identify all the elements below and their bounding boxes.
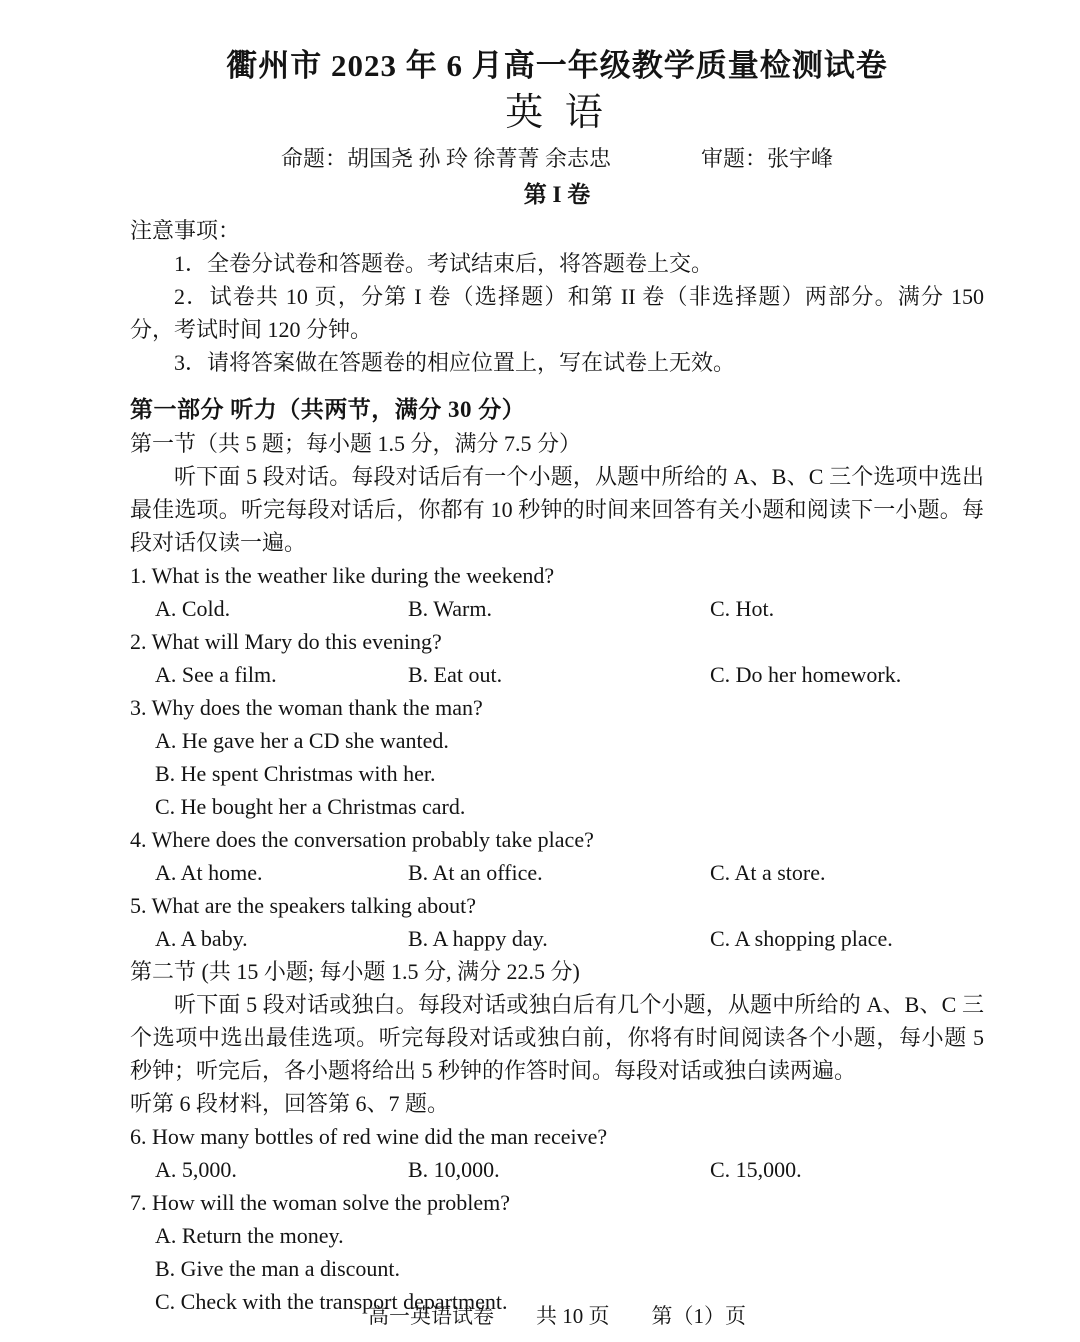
question-2-option-b: B. Eat out. (408, 662, 503, 687)
question-1-text: 1. What is the weather like during the weekend? (130, 563, 555, 588)
material-line: 听第 6 段材料，回答第 6、7 题。 (130, 1091, 450, 1116)
question-5-options (130, 922, 984, 955)
question-1-options (130, 592, 984, 625)
question-5-text: 5. What are the speakers talking about? (130, 893, 476, 918)
notice-title: 注意事项： (130, 218, 241, 243)
question-1-option-b: B. Warm. (408, 596, 492, 621)
question-2-text: 2. What will Mary do this evening? (130, 629, 442, 654)
question-4 (130, 823, 984, 889)
byline (130, 144, 984, 174)
notice-item-2: 2．试卷共 10 页，分第 I 卷（选择题）和第 II 卷（非选择题）两部分。满分 150 分，考试时间 120 分钟。 (130, 284, 984, 342)
question-6-option-a: A. 5,000. (155, 1157, 237, 1182)
question-7 (130, 1186, 984, 1318)
page-footer: 高一英语试卷 共 10 页 第（1）页 (368, 1304, 746, 1328)
question-3-option-b: B. He spent Christmas with her. (155, 761, 436, 786)
question-1-option-a: A. Cold. (155, 596, 231, 621)
section2-heading: 第二节 (共 15 小题; 每小题 1.5 分, 满分 22.5 分) (130, 959, 580, 984)
question-6-options (130, 1153, 984, 1186)
question-5-option-a: A. A baby. (155, 926, 248, 951)
question-7-option-b: B. Give the man a discount. (155, 1256, 401, 1281)
section2-instructions: 听下面 5 段对话或独白。每段对话或独白后有几个小题，从题中所给的 A、B、C 三个选项中选出最佳选项。听完每段对话或独白前，你将有时间阅读各个小题，每小题 5 秒钟；听完后，各小题将给出 5 秒钟的作答时间。每段对话或独白读两遍。 (130, 992, 984, 1083)
question-2-options (130, 658, 984, 691)
question-5-option-c: C. A shopping place. (710, 926, 893, 951)
question-4-options (130, 856, 984, 889)
section1-instructions: 听下面 5 段对话。每段对话后有一个小题，从题中所给的 A、B、C 三个选项中选出最佳选项。听完每段对话后，你都有 10 秒钟的时间来回答有关小题和阅读下一小题。每段对话仅读一遍。 (130, 464, 984, 555)
setters-line: 命题：胡国尧 孙 玲 徐菁菁 余志忠 (280, 146, 611, 171)
question-5-option-b: B. A happy day. (408, 926, 548, 951)
subject-title: 英 语 (505, 92, 609, 134)
question-7-option-a: A. Return the money. (155, 1223, 344, 1248)
question-5 (130, 889, 984, 955)
question-4-option-a: A. At home. (155, 860, 263, 885)
question-3-text: 3. Why does the woman thank the man? (130, 695, 483, 720)
part1-heading: 第一部分 听力（共两节，满分 30 分） (130, 397, 526, 422)
question-2-option-a: A. See a film. (155, 662, 277, 687)
question-3-option-a: A. He gave her a CD she wanted. (155, 728, 449, 753)
section1-heading: 第一节（共 5 题；每小题 1.5 分，满分 7.5 分） (130, 431, 582, 456)
question-7-text: 7. How will the woman solve the problem? (130, 1190, 511, 1215)
reviewer-line: 审题：张宇峰 (701, 146, 834, 171)
question-1-option-c: C. Hot. (710, 596, 775, 621)
question-6-option-c: C. 15,000. (710, 1157, 802, 1182)
exam-title: 衢州市 2023 年 6 月高一年级教学质量检测试卷 (226, 48, 888, 83)
question-2-option-c: C. Do her homework. (710, 662, 902, 687)
notice-item-1: 1．全卷分试卷和答题卷。考试结束后，将答题卷上交。 (174, 251, 714, 276)
question-3-options (130, 724, 984, 823)
question-6-option-b: B. 10,000. (408, 1157, 500, 1182)
notice-item-3: 3．请将答案做在答题卷的相应位置上，写在试卷上无效。 (174, 350, 736, 375)
question-4-option-c: C. At a store. (710, 860, 826, 885)
question-7-option-c: C. Check with the transport department. (155, 1289, 508, 1314)
question-3 (130, 691, 984, 823)
question-4-text: 4. Where does the conversation probably take place? (130, 827, 594, 852)
question-3-option-c: C. He bought her a Christmas card. (155, 794, 466, 819)
question-1 (130, 559, 984, 625)
question-6 (130, 1120, 984, 1186)
question-6-text: 6. How many bottles of red wine did the man receive? (130, 1124, 608, 1149)
volume-heading: 第 I 卷 (523, 182, 591, 207)
question-2 (130, 625, 984, 691)
question-4-option-b: B. At an office. (408, 860, 543, 885)
